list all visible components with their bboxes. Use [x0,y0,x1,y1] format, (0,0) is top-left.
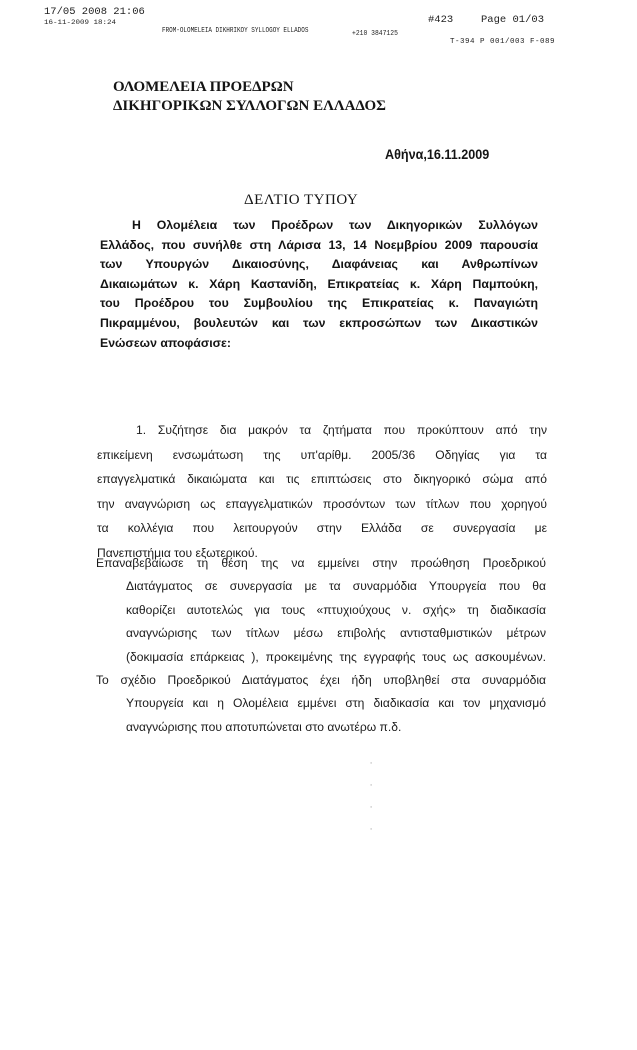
paragraph-1-line: την αναγνώριση ως επαγγελματικών προσόντων των τίτλων που χορηγού [97,496,547,511]
fax-timestamp-top: 17/05 2008 21:06 [44,6,145,18]
intro-line: Η Ολομέλεια των Προέδρων των Δικηγορικών Συλλόγων [132,218,538,232]
fax-transmission-code: T-394 P 001/003 F-089 [450,38,556,46]
document-title: ΔΕΛΤΙΟ ΤΥΠΟΥ [244,192,359,208]
intro-line: Ελλάδος, που συνήλθε στη Λάρισα 13, 14 Νοεμβρίου 2009 παρουσία [100,237,538,252]
paragraph-2-line: αναγνώρισης των τίτλων μέσω επιβολής αντισταθμιστικών μέτρων [126,626,546,641]
paragraph-1-line: επαγγελματικά δικαιώματα και τις επιπτώσεις στο δικηγορικό σώμα από [97,472,547,486]
scan-speckle: · [369,782,374,790]
paragraph-2 [96,552,546,739]
paragraph-1-line: Πανεπιστήμια του εξωτερικού. [97,545,258,560]
fax-job-number: #423 [428,14,454,26]
fax-from-line: FROM-OLOMELEIA DIKHRIKOY SYLLOGOY ELLADOS [162,27,309,35]
fax-page-counter: Page 01/03 [481,14,545,26]
intro-line: Πικραμμένου, βουλευτών και των εκπροσώπων των Δικαστικών [100,315,538,330]
paragraph-1-line: 1. Συζήτησε δια μακρόν τα ζητήματα που προκύπτουν από την [136,423,547,437]
paragraph-2-line: Επαναβεβαίωσε τη θέση της να εμμείνει στην προώθηση Προεδρικού [96,556,546,570]
paragraph-2-line: Διατάγματος σε συνεργασία με τα συναρμόδια Υπουργεία που θα [126,579,546,594]
paragraph-1 [97,418,547,565]
letterhead-line-1: ΟΛΟΜΕΛΕΙΑ ΠΡΟΕΔΡΩΝ [113,79,294,95]
intro-line: του Προέδρου του Συμβουλίου της Επικρατείας κ. Παναγιώτη [100,296,538,311]
scan-speckles [369,753,373,841]
letterhead [113,78,386,116]
fax-timestamp-second: 16-11-2009 18:24 [44,19,117,27]
paragraph-2-line: Το σχέδιο Προεδρικού Διατάγματος έχει ήδη υποβληθεί στα συναρμόδια [96,673,546,688]
paragraph-2-line: (δοκιμασία επάρκειας ), προκειμένης της εγγραφής τους ως ασκουμένων. [126,649,546,664]
document-date: Αθήνα,16.11.2009 [385,146,490,162]
paragraph-2-line: καθορίζει αυτοτελώς για τους «πτυχιούχους ν. σχής» τη διαδικασία [126,602,546,617]
paragraph-2-line: αναγνώρισης που αποτυπώνεται στο ανωτέρω π.δ. [126,719,402,734]
intro-line: Ενώσεων αποφάσισε: [100,335,231,350]
scan-speckle: · [369,804,374,812]
scan-speckle: · [369,760,374,768]
paragraph-1-line: επικείμενη ενσωμάτωση της υπ'αρίθμ. 2005/36 Οδηγίας για τα [97,447,547,462]
intro-line: Δικαιωμάτων κ. Χάρη Καστανίδη, Επικρατείας κ. Χάρη Παμπούκη, [100,276,538,291]
scan-speckle: · [369,826,374,834]
intro-paragraph [100,216,538,353]
intro-line: των Υπουργών Δικαιοσύνης, Διαφάνειας και Ανθρωπίνων [100,257,538,272]
paragraph-2-line: Υπουργεία και η Ολομέλεια εμμένει στη διαδικασία και τον μηχανισμό [126,696,546,711]
letterhead-line-2: ΔΙΚΗΓΟΡΙΚΩΝ ΣΥΛΛΟΓΩΝ ΕΛΛΑΔΟΣ [113,98,386,114]
fax-phone: +210 3847125 [352,30,398,38]
paragraph-1-line: τα κολλέγια που λειτουργούν στην Ελλάδα σε συνεργασία με [97,521,547,535]
